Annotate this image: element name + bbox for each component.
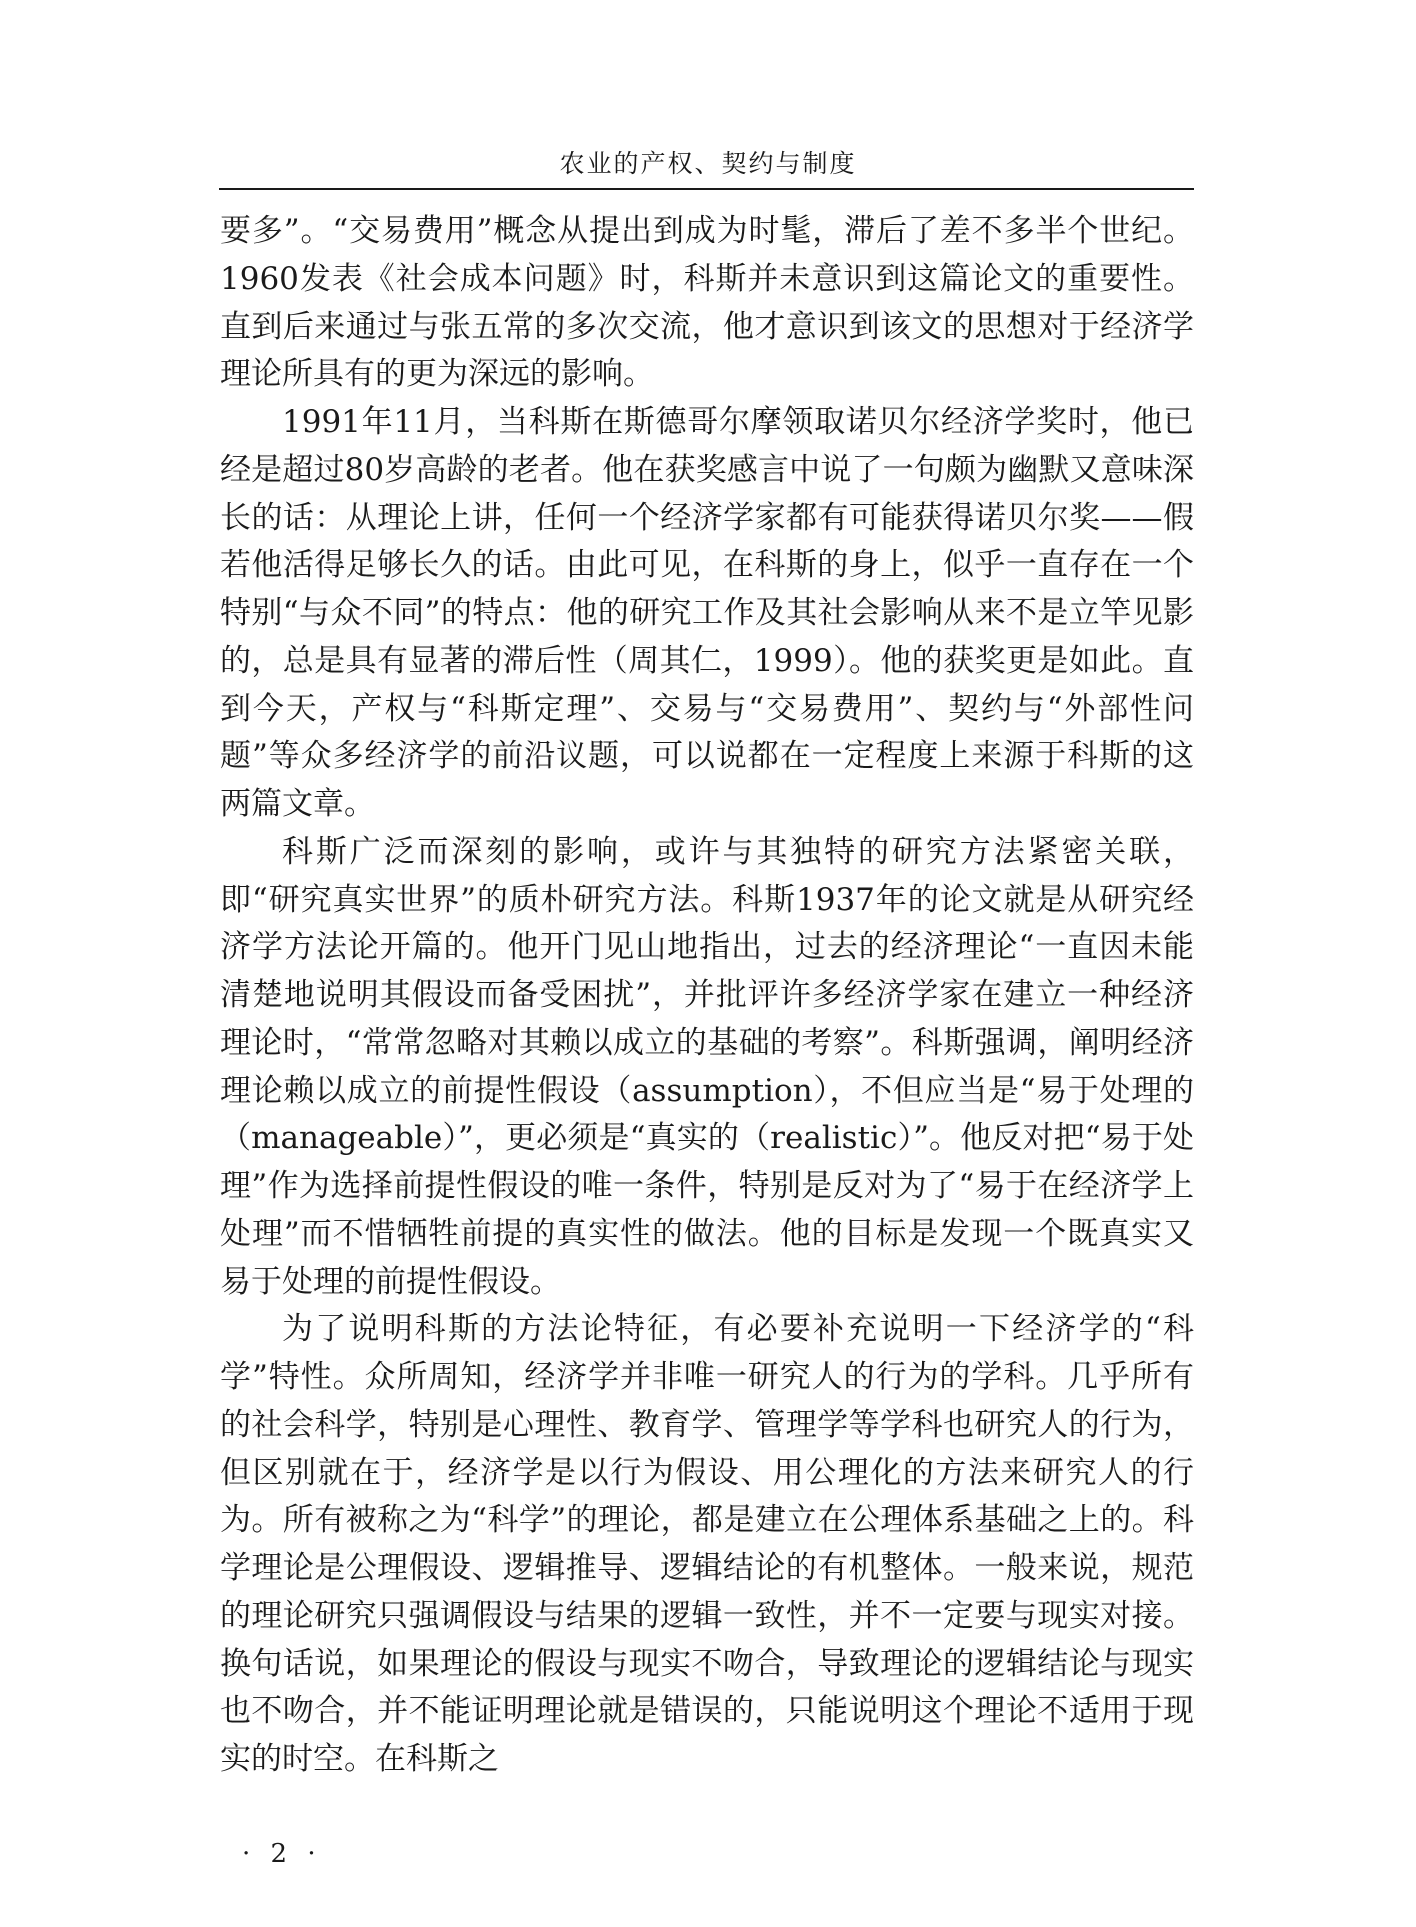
- paragraph-nobel-prize: 1991年11月，当科斯在斯德哥尔摩领取诺贝尔经济学奖时，他已经是超过80岁高龄的老者。他在获奖感言中说了一句颇为幽默又意味深长的话：从理论上讲，任何一个经济学家都有可能获得诺贝尔奖——假若他活得足够长久的话。由此可见，在科斯的身上，似乎一直存在一个特别“与众不同”的特点：他的研究工作及其社会影响从来不是立竿见影的，总是具有显著的滞后性（周其仁，1999）。他的获奖更是如此。直到今天，产权与“科斯定理”、交易与“交易费用”、契约与“外部性问题”等众多经济学的前沿议题，可以说都在一定程度上来源于科斯的这两篇文章。: [220, 404, 1194, 822]
- paragraph-continued: 要多”。“交易费用”概念从提出到成为时髦，滞后了差不多半个世纪。1960发表《社会成本问题》时，科斯并未意识到这篇论文的重要性。直到后来通过与张五常的多次交流，他才意识到该文的思想对于经济学理论所具有的更为深远的影响。: [220, 213, 1194, 393]
- paragraph-scientific-nature: 为了说明科斯的方法论特征，有必要补充说明一下经济学的“科学”特性。众所周知，经济学并非唯一研究人的行为的学科。几乎所有的社会科学，特别是心理性、教育学、管理学等学科也研究人的行为，但区别就在于，经济学是以行为假设、用公理化的方法来研究人的行为。所有被称之为“科学”的理论，都是建立在公理体系基础之上的。科学理论是公理假设、逻辑推导、逻辑结论的有机整体。一般来说，规范的理论研究只强调假设与结果的逻辑一致性，并不一定要与现实对接。换句话说，如果理论的假设与现实不吻合，导致理论的逻辑结论与现实也不吻合，并不能证明理论就是错误的，只能说明这个理论不适用于现实的时空。在科斯之: [220, 1311, 1194, 1777]
- body-text: [220, 208, 1194, 1784]
- running-header: 农业的产权、契约与制度: [559, 149, 857, 178]
- page-number: · 2 ·: [242, 1839, 322, 1869]
- header-rule: [219, 188, 1194, 190]
- paragraph-research-method: 科斯广泛而深刻的影响，或许与其独特的研究方法紧密关联，即“研究真实世界”的质朴研究方法。科斯1937年的论文就是从研究经济学方法论开篇的。他开门见山地指出，过去的经济理论“一直因未能清楚地说明其假设而备受困扰”，并批评许多经济学家在建立一种经济理论时，“常常忽略对其赖以成立的基础的考察”。科斯强调，阐明经济理论赖以成立的前提性假设（assumption），不但应当是“易于处理的（manageable）”，更必须是“真实的（realistic）”。他反对把“易于处理”作为选择前提性假设的唯一条件，特别是反对为了“易于在经济学上处理”而不惜牺牲前提的真实性的做法。他的目标是发现一个既真实又易于处理的前提性假设。: [220, 833, 1194, 1300]
